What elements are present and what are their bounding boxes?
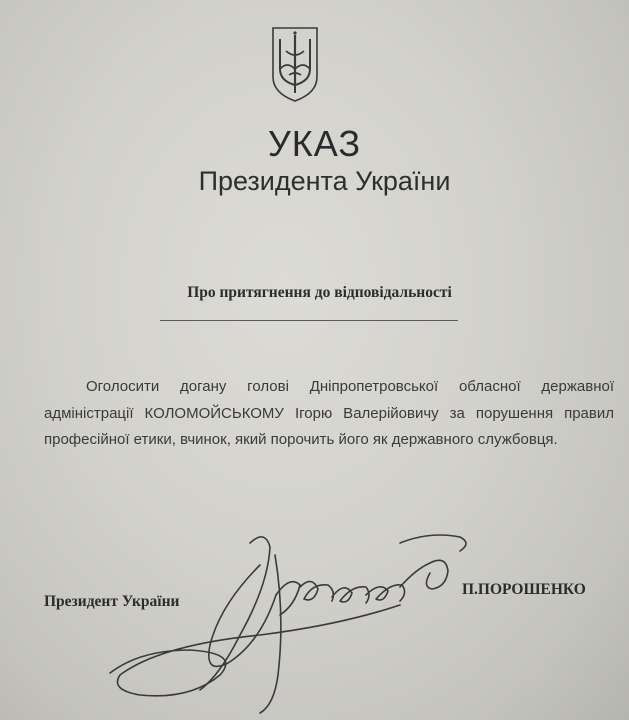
trident-coat-of-arms-icon bbox=[270, 25, 320, 103]
decree-subject: Про притягнення до відповідальності bbox=[187, 284, 452, 301]
signatory-position: Президент України bbox=[44, 593, 180, 610]
signatory-name: П.ПОРОШЕНКО bbox=[462, 581, 586, 598]
subject-underline bbox=[160, 320, 458, 321]
decree-subtitle: Президента України bbox=[198, 166, 451, 196]
decree-title: УКАЗ bbox=[267, 123, 362, 164]
handwritten-signature bbox=[100, 525, 490, 720]
decree-body: Оголосити догану голові Дніпропетровської обласної державної адміністрації КОЛОМОЙСЬКОМУ Ігорю Валерійовичу за порушення правил професійної етики, вчинок, який порочить його як державного службовця. bbox=[44, 378, 614, 448]
